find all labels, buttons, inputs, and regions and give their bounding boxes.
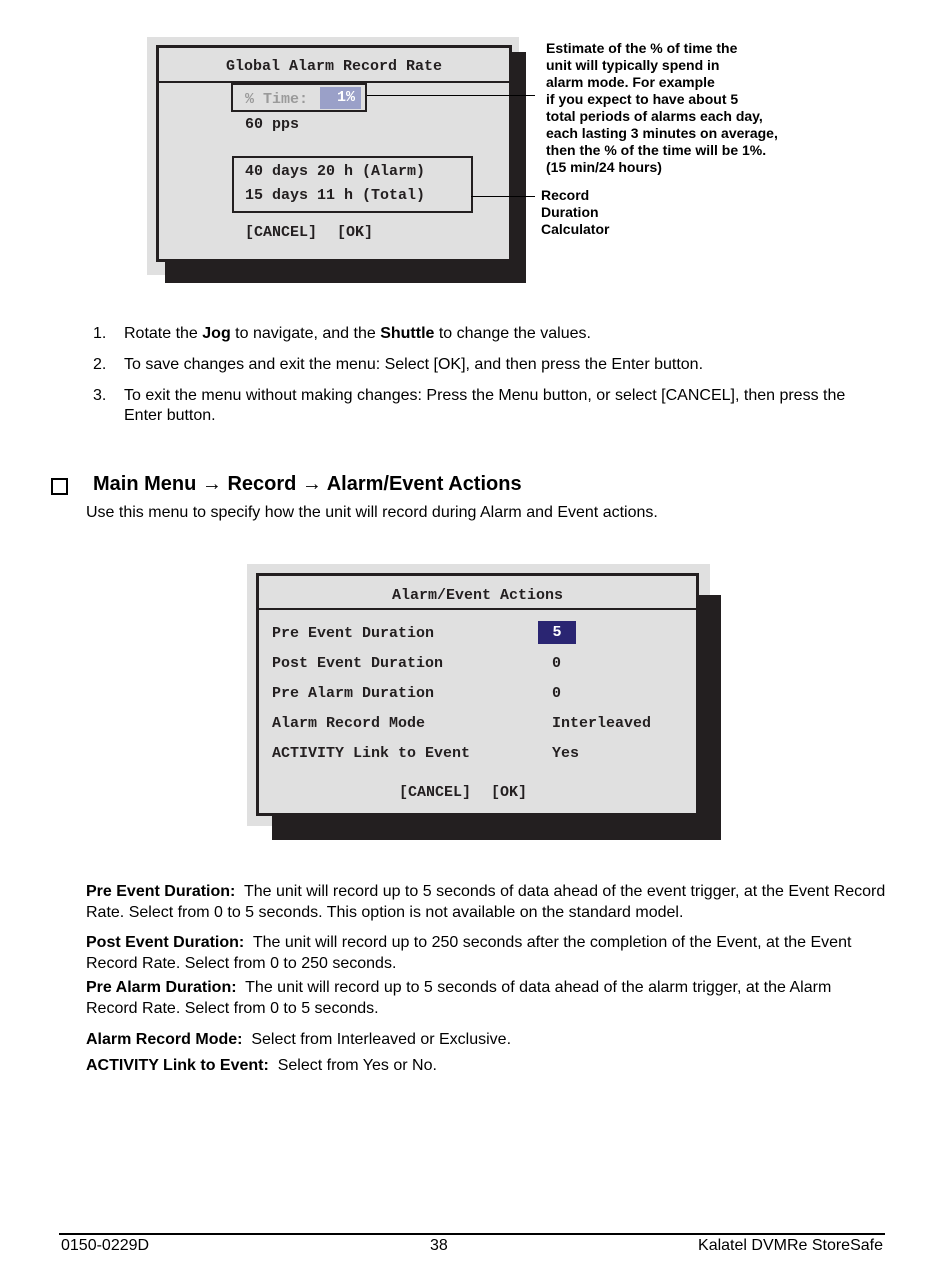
record-duration-calculator <box>232 156 473 213</box>
percent-time-field[interactable] <box>231 83 367 112</box>
cancel-button[interactable]: [CANCEL] <box>399 784 472 801</box>
callout-line-estimate <box>367 95 535 96</box>
description-term: ACTIVITY Link to Event: <box>86 1057 269 1074</box>
cancel-button[interactable]: [CANCEL] <box>245 224 318 241</box>
step-number: 1. <box>93 325 107 342</box>
description-post-event <box>86 932 886 974</box>
description-term: Pre Event Duration: <box>86 883 236 900</box>
callout-line-text: Duration <box>541 204 599 220</box>
callout-line-text: then the % of the time will be 1%. <box>546 142 767 158</box>
description-pre-event <box>86 881 886 923</box>
pps-readout: 60 pps <box>245 116 300 133</box>
callout-line-text: Record <box>541 187 590 203</box>
calculator-callout <box>541 187 661 238</box>
title-divider <box>259 608 696 610</box>
callout-line-text: total periods of alarms each day, <box>546 108 763 124</box>
callout-line-text: alarm mode. For example <box>546 74 715 90</box>
step-text: Rotate the Jog to navigate, and the Shuttle to change the values. <box>124 325 591 342</box>
footer-divider <box>59 1233 885 1235</box>
description-activity-link <box>86 1055 886 1076</box>
footer-product-name: Kalatel DVMRe StoreSafe <box>698 1237 883 1254</box>
total-duration-readout: 15 days 11 h (Total) <box>245 187 426 204</box>
section-heading: Main Menu → Record → Alarm/Event Actions <box>93 473 522 495</box>
ok-button[interactable]: [OK] <box>491 784 528 801</box>
description-text: The unit will record up to 5 seconds of data ahead of the event trigger, at the Event Record Rate. Select from 0 to 5 seconds. This option is not available on the standard model. <box>86 883 886 921</box>
global-alarm-record-rate-menu <box>156 45 512 262</box>
alarm-duration-readout: 40 days 20 h (Alarm) <box>245 163 426 180</box>
description-text: Select from Yes or No. <box>277 1057 437 1074</box>
callout-line-text: Calculator <box>541 221 610 237</box>
percent-time-label: % Time: <box>245 91 309 108</box>
menu-title: Alarm/Event Actions <box>391 587 564 604</box>
ok-button[interactable]: [OK] <box>337 224 374 241</box>
activity-link-label: ACTIVITY Link to Event <box>272 745 471 762</box>
step-text: To save changes and exit the menu: Select [OK], and then press the Enter button. <box>124 356 704 373</box>
description-term: Pre Alarm Duration: <box>86 979 237 996</box>
callout-line-calculator <box>471 196 535 197</box>
footer-doc-number: 0150-0229D <box>61 1237 150 1254</box>
alarm-record-mode-value[interactable]: Interleaved <box>552 715 652 732</box>
description-alarm-record-mode <box>86 1029 886 1050</box>
post-event-duration-value[interactable]: 0 <box>552 655 562 672</box>
figure1-buttons <box>245 224 393 241</box>
percent-time-value[interactable]: 1% <box>320 87 361 109</box>
callout-line-text: if you expect to have about 5 <box>546 91 739 107</box>
footer-page-number: 38 <box>430 1237 448 1254</box>
description-text: Select from Interleaved or Exclusive. <box>251 1031 512 1048</box>
description-term: Alarm Record Mode: <box>86 1031 243 1048</box>
activity-link-value[interactable]: Yes <box>552 745 580 762</box>
description-text: The unit will record up to 250 seconds after the completion of the Event, at the Event Record Rate. Select from 0 to 250 seconds. <box>86 934 852 972</box>
figure2-buttons <box>399 784 547 801</box>
section-intro: Use this menu to specify how the unit will record during Alarm and Event actions. <box>86 504 658 521</box>
pre-event-duration-value[interactable]: 5 <box>538 621 576 644</box>
description-pre-alarm <box>86 977 886 1019</box>
step-number: 3. <box>93 387 107 404</box>
menu-title: Global Alarm Record Rate <box>225 58 443 75</box>
pre-alarm-duration-value[interactable]: 0 <box>552 685 562 702</box>
step-text: To exit the menu without making changes: Press the Menu button, or select [CANCEL], then press the Enter button. <box>124 387 846 424</box>
step-number: 2. <box>93 356 107 373</box>
estimate-callout <box>546 40 846 176</box>
alarm-record-mode-label: Alarm Record Mode <box>272 715 426 732</box>
checkbox-icon <box>51 478 68 495</box>
post-event-duration-label: Post Event Duration <box>272 655 444 672</box>
description-text: The unit will record up to 5 seconds of data ahead of the alarm trigger, at the Alarm Record Rate. Select from 0 to 5 seconds. <box>86 979 832 1017</box>
alarm-event-actions-menu <box>256 573 699 816</box>
description-term: Post Event Duration: <box>86 934 245 951</box>
callout-line-text: unit will typically spend in <box>546 57 720 73</box>
callout-line-text: Estimate of the % of time the <box>546 40 738 56</box>
callout-line-text: each lasting 3 minutes on average, <box>546 125 778 141</box>
pre-alarm-duration-label: Pre Alarm Duration <box>272 685 435 702</box>
pre-event-duration-label: Pre Event Duration <box>272 625 435 642</box>
callout-line-text: (15 min/24 hours) <box>546 159 662 175</box>
